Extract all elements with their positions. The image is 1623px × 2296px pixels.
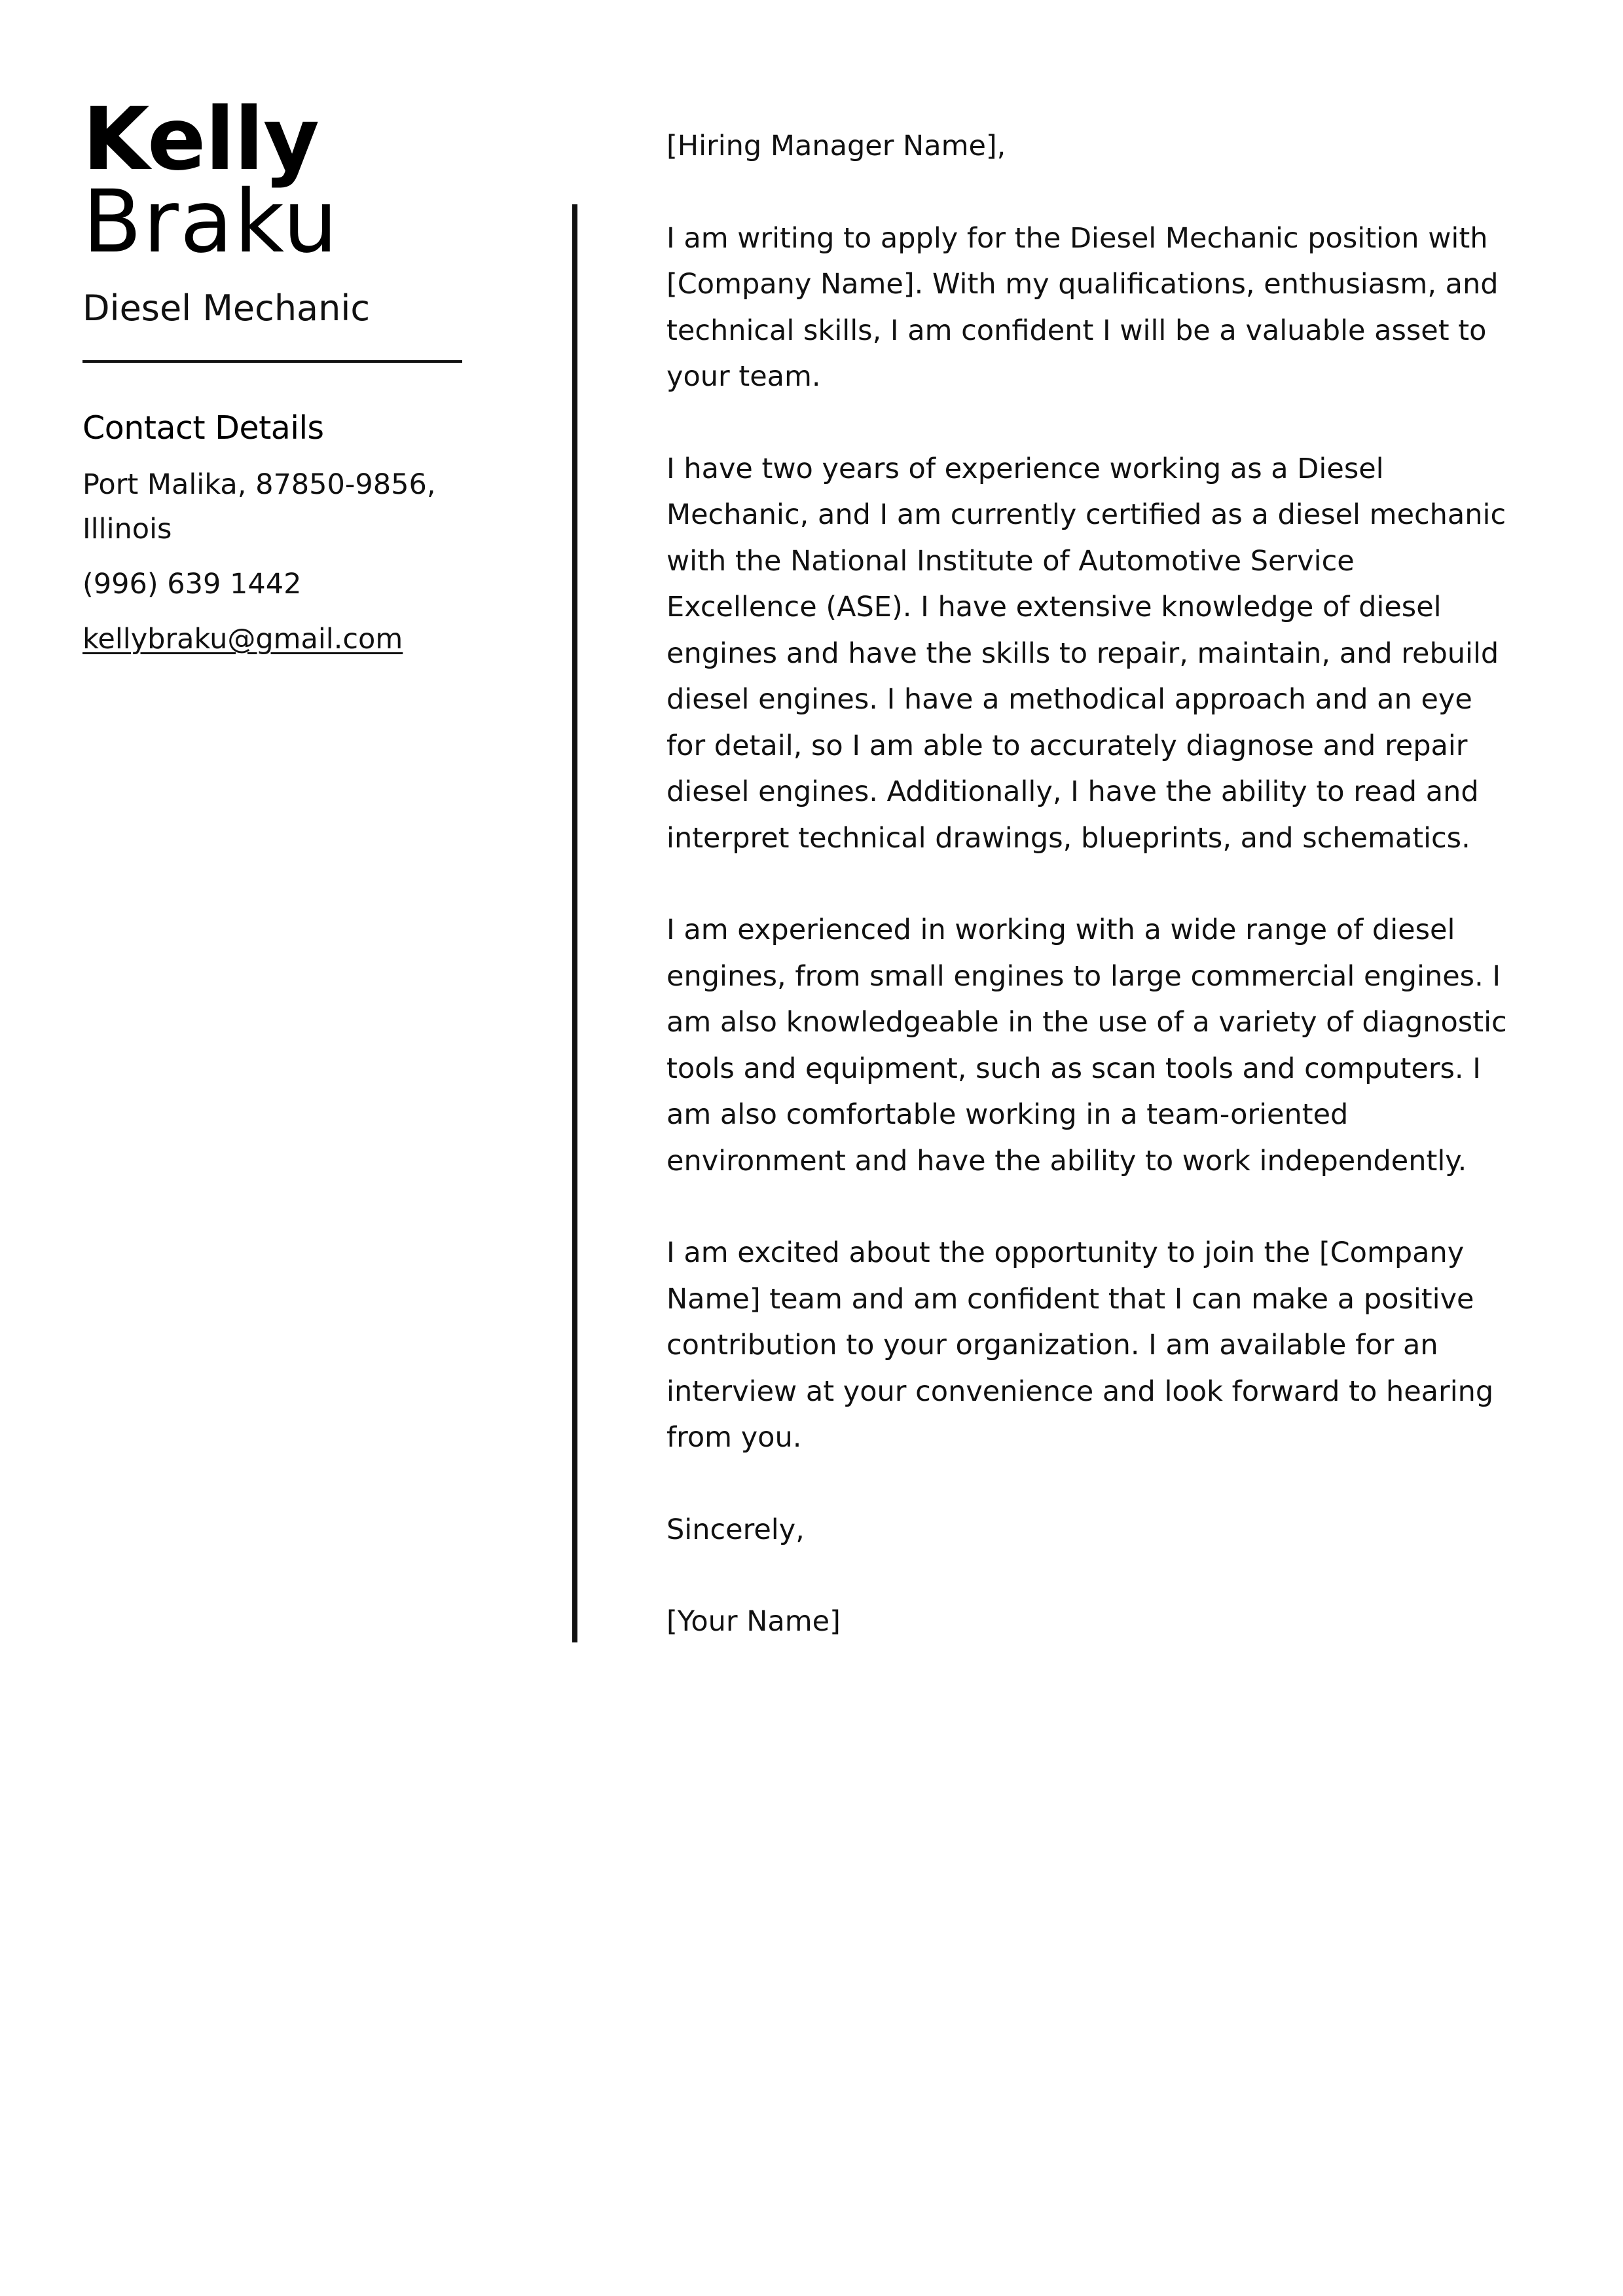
letter-closing: Sincerely, — [666, 1513, 805, 1546]
letter-body — [666, 123, 1511, 1691]
sidebar — [82, 89, 462, 661]
letter-paragraph: I am writing to apply for the Diesel Mechanic position with [Company Name]. With my qualifications, enthusiasm, and technical skills, I am confident I will be a valuable asset to your team. — [666, 221, 1499, 393]
contact-heading: Contact Details — [82, 409, 324, 447]
contact-phone: (996) 639 1442 — [82, 568, 302, 601]
letter-paragraph: I am excited about the opportunity to join the [Company Name] team and am confident that I can make a positive contribution to your organization. I am available for an interview at your convenience and look forward to hearing from you. — [666, 1236, 1494, 1454]
letter-signature: [Your Name] — [666, 1605, 841, 1638]
letter-paragraph: I am experienced in working with a wide range of diesel engines, from small engines to large commercial engines. I am also knowledgeable in the use of a variety of diagnostic tools and equipment, such as scan tools and computers. I am also comfortable working in a team-oriented environment and have the ability to work independently. — [666, 914, 1507, 1177]
candidate-name — [82, 89, 462, 272]
first-name: Kelly — [82, 89, 319, 190]
letter-paragraph: I have two years of experience working as a Diesel Mechanic, and I am currently certified as a diesel mechanic with the National Institute of Automotive Service Excellence (ASE). I have extensive knowledge of diesel engines and have the skills to repair, maintain, and rebuild diesel engines. I have a methodical approach and an eye for detail, so I am able to accurately diagnose and repair diesel engines. Additionally, I have the ability to read and interpret technical drawings, blueprints, and schematics. — [666, 452, 1506, 855]
letter-salutation: [Hiring Manager Name], — [666, 130, 1006, 162]
last-name: Braku — [82, 172, 339, 272]
contact-address: Port Malika, 87850-9856, Illinois — [82, 468, 436, 546]
contact-email-link[interactable]: kellybraku@gmail.com — [82, 623, 403, 656]
vertical-divider — [572, 204, 577, 1642]
title-divider — [82, 360, 462, 363]
job-title: Diesel Mechanic — [82, 287, 371, 329]
